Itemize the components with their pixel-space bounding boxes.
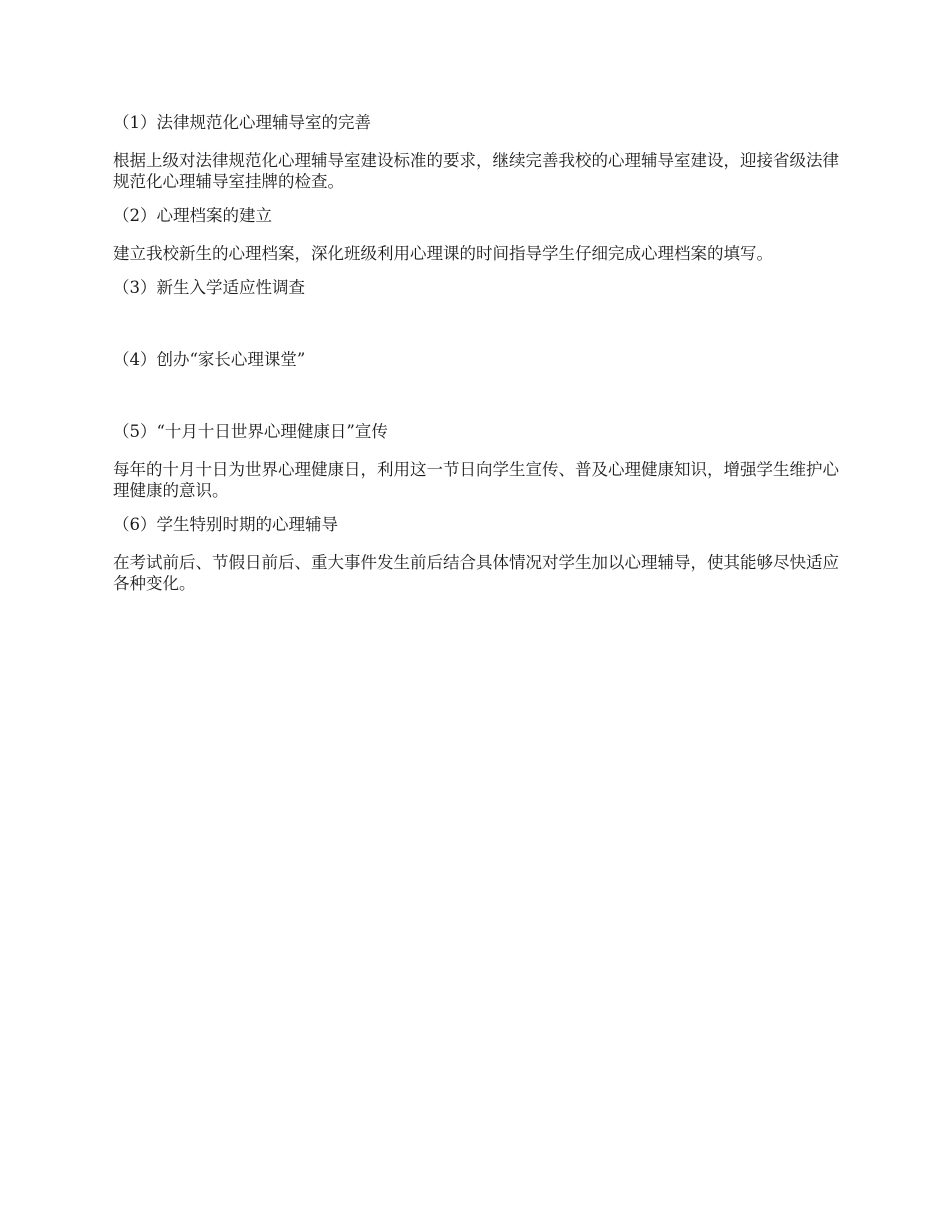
section-heading-5: （5）“十月十日世界心理健康日”宣传: [113, 422, 388, 441]
section-heading-6: （6）学生特别时期的心理辅导: [113, 515, 338, 534]
section-heading-1: （1）法律规范化心理辅导室的完善: [113, 113, 371, 132]
section-paragraph-5: 每年的十月十日为世界心理健康日，利用这一节日向学生宣传、普及心理健康知识，增强学生维护心理健康的意识。: [113, 460, 839, 500]
section-heading-2: （2）心理档案的建立: [113, 206, 272, 225]
section-paragraph-2: 建立我校新生的心理档案，深化班级利用心理课的时间指导学生仔细完成心理档案的填写。: [113, 244, 773, 263]
section-heading-4: （4）创办“家长心理课堂”: [113, 350, 306, 369]
document-body: [113, 112, 840, 594]
section-paragraph-6: 在考试前后、节假日前后、重大事件发生前后结合具体情况对学生加以心理辅导，使其能够尽快适应各种变化。: [113, 553, 839, 593]
section-heading-3: （3）新生入学适应性调查: [113, 278, 305, 297]
section-paragraph-1: 根据上级对法律规范化心理辅导室建设标准的要求，继续完善我校的心理辅导室建设，迎接省级法律规范化心理辅导室挂牌的检查。: [113, 151, 839, 191]
